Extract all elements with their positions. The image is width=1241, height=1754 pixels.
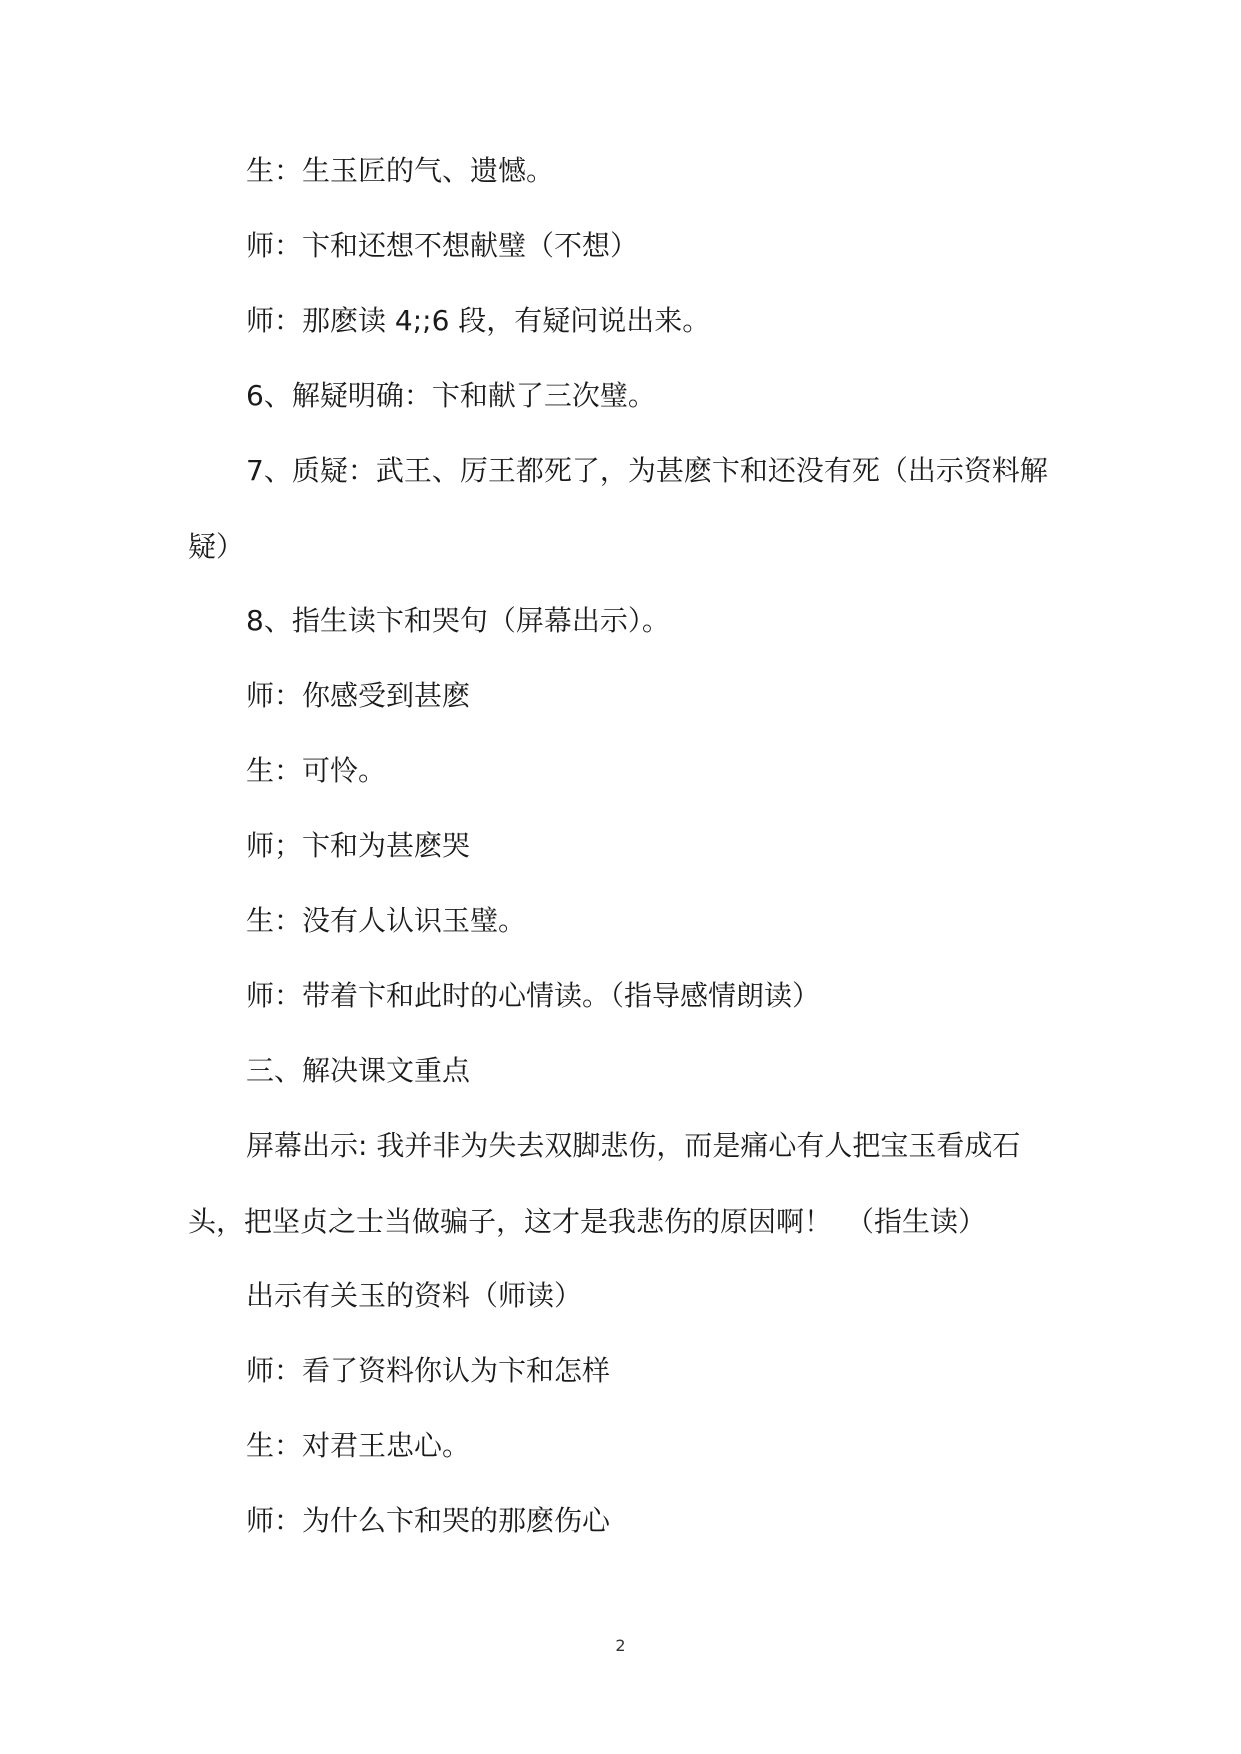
paragraph: 生：生玉匠的气、遗憾。 xyxy=(246,154,555,187)
paragraph: 师：那麽读 4;;6 段，有疑问说出来。 xyxy=(246,304,711,337)
paragraph: 师：看了资料你认为卞和怎样 xyxy=(246,1354,611,1387)
paragraph: 生：没有人认识玉璧。 xyxy=(246,904,527,937)
paragraph: 生：可怜。 xyxy=(246,754,387,787)
paragraph: 师：带着卞和此时的心情读。（指导感情朗读） xyxy=(246,979,821,1012)
page-number: 2 xyxy=(615,1636,626,1655)
paragraph: 师；卞和为甚麽哭 xyxy=(246,829,471,862)
paragraph: 生：对君王忠心。 xyxy=(246,1429,471,1462)
paragraph: 师：卞和还想不想献璧（不想） xyxy=(246,229,639,262)
paragraph: 6、解疑明确：卞和献了三次璧。 xyxy=(246,379,656,412)
paragraph: 8、指生读卞和哭句（屏幕出示）。 xyxy=(246,604,670,637)
paragraph: 屏幕出示: 我并非为失去双脚悲伤，而是痛心有人把宝玉看成石头，把坚贞之士当做骗子，这才是我悲伤的原因啊！ （指生读） xyxy=(188,1129,1021,1238)
paragraph: 师：为什么卞和哭的那麽伤心 xyxy=(246,1504,611,1537)
paragraph: 7、质疑：武王、厉王都死了，为甚麽卞和还没有死（出示资料解疑） xyxy=(188,454,1048,563)
section-heading: 三、解决课文重点 xyxy=(246,1054,471,1087)
paragraph: 出示有关玉的资料（师读） xyxy=(246,1279,583,1312)
paragraph: 师：你感受到甚麽 xyxy=(246,679,471,712)
